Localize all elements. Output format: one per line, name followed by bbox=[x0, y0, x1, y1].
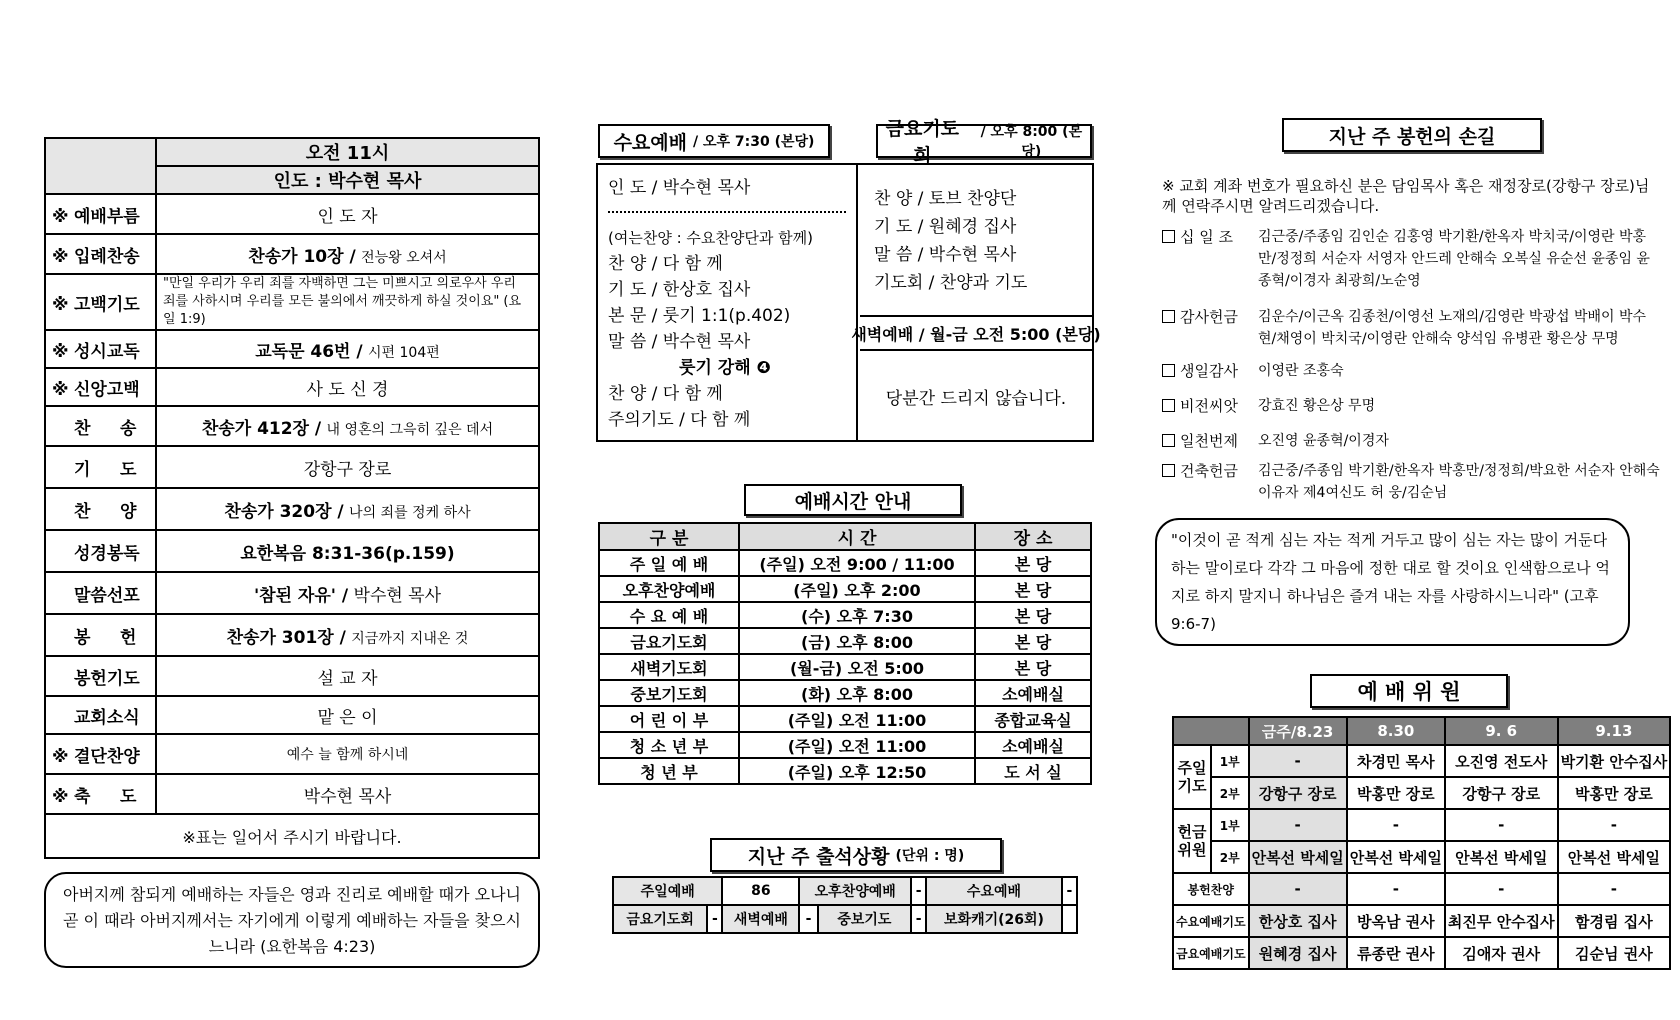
sermon-title: '참된 자유' / 박수현 목사 bbox=[156, 572, 539, 614]
row-label: 찬 양 bbox=[74, 501, 137, 522]
row-label: 봉 헌 bbox=[74, 627, 137, 648]
row-label: 고백기도 bbox=[74, 294, 140, 315]
schedule-row: 주 일 예 배 (주일) 오전 9:00 / 11:00 본 당 bbox=[599, 550, 1091, 576]
attendance-table bbox=[612, 876, 1078, 934]
schedule-row: 새벽기도회 (월-금) 오전 5:00 본 당 bbox=[599, 654, 1091, 680]
row-value: 설 교 자 bbox=[156, 656, 539, 696]
wednesday-title: 수요예배 / 오후 7:30 (본당) bbox=[598, 124, 830, 158]
duty-title: 예 배 위 원 bbox=[1310, 674, 1508, 708]
friday-row: 말 씀 / 박수현 목사 bbox=[874, 245, 1017, 265]
schedule-title: 예배시간 안내 bbox=[744, 484, 962, 516]
row-label: 봉헌기도 bbox=[74, 668, 140, 689]
wednesday-row: 본 문 / 룻기 1:1(p.402) bbox=[608, 306, 791, 326]
schedule-row: 청 년 부 (주일) 오후 12:50 도 서 실 bbox=[599, 758, 1091, 784]
friday-row: 찬 양 / 토브 찬양단 bbox=[874, 189, 1017, 209]
schedule-row: 청 소 년 부 (주일) 오전 11:00 소예배실 bbox=[599, 732, 1091, 758]
stand-footnote: ※표는 일어서 주시기 바랍니다. bbox=[45, 814, 539, 858]
row-value: 찬송가 10장 / 전능왕 오셔서 bbox=[156, 234, 539, 274]
schedule-row: 어 린 이 부 (주일) 오전 11:00 종합교육실 bbox=[599, 706, 1091, 732]
row-label: 입례찬송 bbox=[74, 246, 140, 267]
wednesday-leader: 인 도 / 박수현 목사 bbox=[608, 178, 751, 198]
row-value: 사 도 신 경 bbox=[156, 368, 539, 406]
friday-title: 금요기도회 / 오후 8:00 (본당) bbox=[876, 124, 1092, 158]
row-value: 박수현 목사 bbox=[156, 774, 539, 814]
row-label: 축 도 bbox=[74, 786, 137, 807]
schedule-header: 시 간 bbox=[739, 523, 975, 550]
wednesday-row: 주의기도 / 다 함 께 bbox=[608, 410, 751, 430]
schedule-header: 장 소 bbox=[975, 523, 1091, 550]
offering-title: 지난 주 봉헌의 손길 bbox=[1282, 118, 1542, 152]
duty-row: 봉헌찬양 - - - - bbox=[1173, 873, 1670, 905]
row-value: 맡 은 이 bbox=[156, 696, 539, 734]
row-value: 교독문 46번 / 시편 104편 bbox=[156, 330, 539, 368]
row-label: 교회소식 bbox=[74, 707, 140, 728]
schedule-table bbox=[598, 522, 1092, 785]
schedule-row: 수 요 예 배 (수) 오후 7:30 본 당 bbox=[599, 602, 1091, 628]
attendance-row: 주일예배 86 오후찬양예배 - 수요예배 - bbox=[613, 877, 1077, 905]
offering-item: 건축헌금 김근중/주종임 박기환/한옥자 박홍만/정정희/박요한 서순자 안해숙 이유자 제4여신도 허 웅/김순님 bbox=[1162, 460, 1662, 504]
row-label: 신앙고백 bbox=[74, 379, 140, 400]
wednesday-row: 기 도 / 한상호 집사 bbox=[608, 280, 751, 300]
row-label: 결단찬양 bbox=[74, 746, 140, 767]
wednesday-row: 룻기 강해 ❹ bbox=[608, 358, 771, 378]
row-label: 찬 송 bbox=[74, 418, 137, 439]
offering-item: 일천번제 오진영 윤종혁/이경자 bbox=[1162, 430, 1662, 452]
offering-notice: ※ 교회 계좌 번호가 필요하신 분은 담임목사 혹은 재정장로(강항구 장로)님께 연락주시면 알려드리겠습니다. bbox=[1162, 177, 1650, 215]
duty-row: 헌금위원 1부 - - - - bbox=[1173, 809, 1670, 841]
row-label: 말씀선포 bbox=[74, 585, 140, 606]
order-of-worship-table: 오전 11시 인도 : 박수현 목사 ※ 예배부름 인 도 자 ※ 입례찬송 찬송가 10장 / 전능왕 오셔서 ※ 고백기도 "만일 우리가 우리 죄를 자백하면 그는 미쁘시고 의로우사 우리 죄를 사하시며 우리를 모든 불의에서 깨끗하게 하실 것이요" (요일 1:9) ※ 성시교독 교독문 46번 / 시편 104편 ※ 신앙고백 사 도 신 경 찬 송 찬송가 412장 / 내 영혼의 그윽히 깊은 데서 기 도 강항구 장로 찬 양 찬송가 320장 / 나의 죄를 정케 하사 성경봉독 요한복음 8:31-36(p.159) 말씀선포 '참된 자유' / 박수현 목사 봉 헌 찬송가 301장 / 지금까지 지내온 것 봉헌기도 설 교 자 교회소식 맡 은 이 ※ 결단찬양 예수 늘 함께 하시네 ※ 축 도 박수현 목사 ※표는 일어서 주시기 바랍니다. bbox=[44, 137, 540, 859]
confession-text: "만일 우리가 우리 죄를 자백하면 그는 미쁘시고 의로우사 우리 죄를 사하시며 우리를 모든 불의에서 깨끗하게 하실 것이요" (요일 1:9) bbox=[156, 274, 539, 330]
verse-box-right: "이것이 곧 적게 심는 자는 적게 거두고 많이 심는 자는 많이 거둔다 하는 말이로다 각각 그 마음에 정한 대로 할 것이요 인색함으로나 억지로 하지 말지니 하나님은 즐겨 내는 자를 사랑하시느니라" (고후 9:6-7) bbox=[1155, 518, 1630, 646]
schedule-header: 구 분 bbox=[599, 523, 739, 550]
row-label: 성경봉독 bbox=[74, 543, 140, 564]
duty-row: 수요예배기도 한상호 집사 방옥남 권사 최진무 안수집사 함경림 집사 bbox=[1173, 905, 1670, 937]
schedule-row: 중보기도회 (화) 오후 8:00 소예배실 bbox=[599, 680, 1091, 706]
row-label: 성시교독 bbox=[74, 341, 140, 362]
offering-item: 비전씨앗 강효진 황은상 무명 bbox=[1162, 395, 1662, 417]
row-value: 강항구 장로 bbox=[156, 446, 539, 488]
duty-row: 주일기도 1부 - 차경민 목사 오진영 전도사 박기환 안수집사 bbox=[1173, 745, 1670, 777]
friday-row: 기 도 / 원혜경 집사 bbox=[874, 217, 1017, 237]
row-value: 찬송가 320장 / 나의 죄를 정케 하사 bbox=[156, 488, 539, 530]
dawn-text: 당분간 드리지 않습니다. bbox=[885, 388, 1067, 409]
attendance-title: 지난 주 출석상황 (단위 : 명) bbox=[710, 838, 1002, 872]
offering-item: 감사헌금 김운수/이근옥 김종천/이영선 노재의/김영란 박광섭 박배이 박수현/채영이 박치국/이영란 안해숙 양석임 유병관 황은상 무명 bbox=[1162, 306, 1662, 350]
service-leader: 인도 : 박수현 목사 bbox=[156, 166, 539, 194]
row-value: 찬송가 412장 / 내 영혼의 그윽히 깊은 데서 bbox=[156, 406, 539, 446]
friday-row: 기도회 / 찬양과 기도 bbox=[874, 273, 1028, 293]
attendance-row: 금요기도회 - 새벽예배 - 중보기도 - 보화캐기(26회) bbox=[613, 905, 1077, 933]
duty-table: 금주/8.23 8.30 9. 6 9.13 주일기도 1부 - 차경민 목사 오진영 전도사 박기환 안수집사 2부 강항구 장로 박홍만 장로 강항구 장로 박홍만 장로 헌금위원 1부 - - - - 2부 안복선 박세일 안복선 박세일 안복선 박세일 안복선 박세일 봉헌찬양 - - - - 수요예배기도 한상호 집사 방옥남 권사 최진무 안수집사 함경림 집사 금요예배기도 원혜경 집사 류종란 권사 김애자 권사 김순님 권사 bbox=[1172, 716, 1671, 970]
wednesday-order bbox=[598, 165, 858, 440]
wednesday-row: 말 씀 / 박수현 목사 bbox=[608, 332, 751, 352]
row-value: 요한복음 8:31-36(p.159) bbox=[156, 530, 539, 572]
offering-item: 십 일 조 김근중/주종임 김인순 김홍영 박기환/한옥자 박치국/이영란 박홍만/정정희 서순자 서영자 안드레 안해숙 오복실 유순선 윤종임 윤종혁/이경자 최광희/노순영 bbox=[1162, 226, 1662, 292]
duty-row: 2부 강항구 장로 박홍만 장로 강항구 장로 박홍만 장로 bbox=[1173, 777, 1670, 809]
offering-item: 생일감사 이영란 조홍숙 bbox=[1162, 360, 1662, 382]
schedule-row: 금요기도회 (금) 오후 8:00 본 당 bbox=[599, 628, 1091, 654]
row-value: 찬송가 301장 / 지금까지 지내온 것 bbox=[156, 614, 539, 656]
duty-row: 2부 안복선 박세일 안복선 박세일 안복선 박세일 안복선 박세일 bbox=[1173, 841, 1670, 873]
duty-row: 금요예배기도 원혜경 집사 류종란 권사 김애자 권사 김순님 권사 bbox=[1173, 937, 1670, 969]
wednesday-row: 찬 양 / 다 함 께 bbox=[608, 384, 723, 404]
row-label: 기 도 bbox=[74, 459, 137, 480]
dotted-divider bbox=[608, 201, 846, 213]
dawn-title: 새벽예배 / 월-금 오전 5:00 (본당) bbox=[860, 315, 1092, 351]
verse-box-left: 아버지께 참되게 예배하는 자들은 영과 진리로 예배할 때가 오나니 곧 이 때라 아버지께서는 자기에게 이렇게 예배하는 자들을 찾으시느니라 (요한복음 4:23) bbox=[44, 872, 540, 968]
row-value: 인 도 자 bbox=[156, 194, 539, 234]
wednesday-row: 찬 양 / 다 함 께 bbox=[608, 254, 723, 274]
row-value: 예수 늘 함께 하시네 bbox=[156, 734, 539, 774]
service-time: 오전 11시 bbox=[156, 138, 539, 166]
friday-order bbox=[860, 165, 1092, 315]
schedule-row: 오후찬양예배 (주일) 오후 2:00 본 당 bbox=[599, 576, 1091, 602]
wednesday-opening: (여는찬양 : 수요찬양단과 함께) bbox=[608, 229, 813, 247]
row-label: 예배부름 bbox=[74, 206, 140, 227]
